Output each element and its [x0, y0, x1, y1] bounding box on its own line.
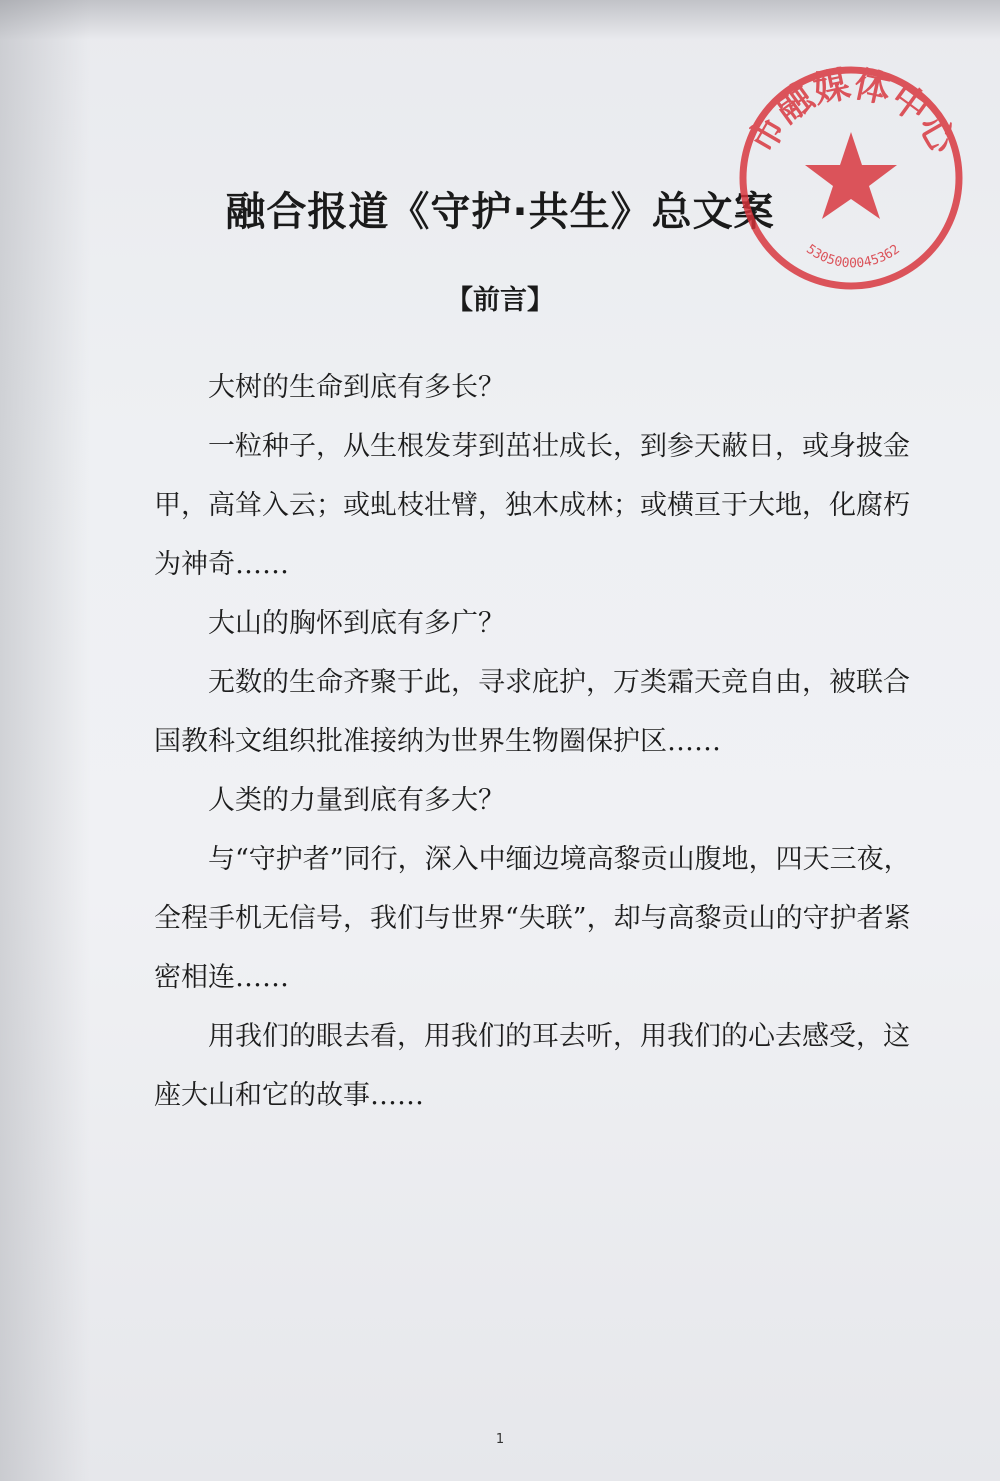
- seal-text: 市融媒体中心: [739, 62, 965, 161]
- seal-number: 5305000045362: [803, 241, 903, 272]
- paragraph-2: 一粒种子，从生根发芽到茁壮成长，到参天蔽日，或身披金甲，高耸入云；或虬枝壮臂，独木成林；或横亘于大地，化腐朽为神奇……: [154, 431, 910, 580]
- seal-star-icon: [805, 132, 897, 219]
- page-number: 1: [495, 1432, 505, 1447]
- paragraph-1: 大树的生命到底有多长？: [208, 372, 505, 403]
- body-text: [154, 358, 934, 1125]
- page-shadow-top: [0, 0, 1000, 40]
- document-title: 融合报道《守护·共生》总文案: [225, 189, 775, 235]
- paragraph-4: 无数的生命齐聚于此，寻求庇护，万类霜天竞自由，被联合国教科文组织批准接纳为世界生物圈保护区……: [154, 667, 910, 757]
- paragraph-3: 大山的胸怀到底有多广？: [208, 608, 505, 639]
- paragraph-6: 与“守护者”同行，深入中缅边境高黎贡山腹地，四天三夜，全程手机无信号，我们与世界“失联”，却与高黎贡山的守护者紧密相连……: [154, 844, 911, 993]
- paragraph-5: 人类的力量到底有多大？: [208, 785, 505, 816]
- official-seal: [735, 62, 967, 294]
- section-heading: 【前言】: [446, 285, 554, 316]
- paragraph-7: 用我们的眼去看，用我们的耳去听，用我们的心去感受，这座大山和它的故事……: [154, 1021, 910, 1111]
